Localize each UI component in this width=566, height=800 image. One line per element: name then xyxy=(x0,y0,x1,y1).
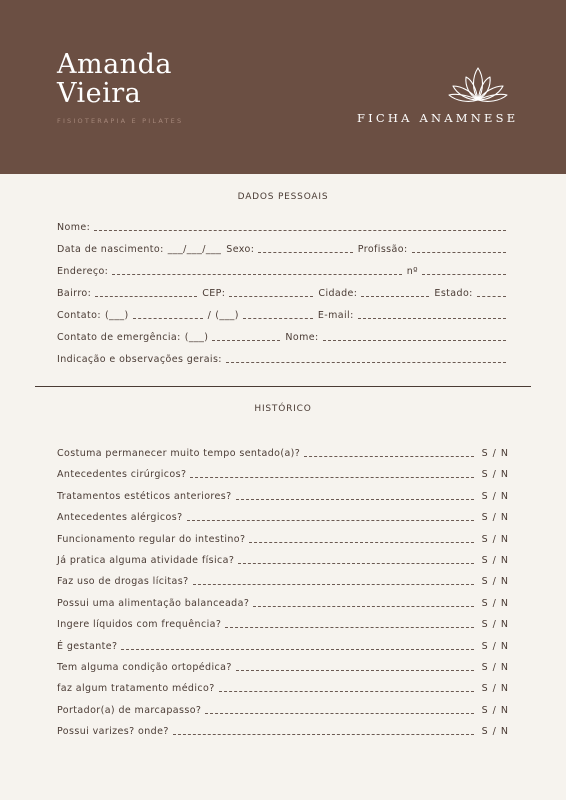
input-cep[interactable] xyxy=(229,289,313,297)
history-question-label: Tratamentos estéticos anteriores? xyxy=(57,490,232,502)
history-question-label: Costuma permanecer muito tempo sentado(a)? xyxy=(57,448,301,459)
history-question-row xyxy=(57,445,509,459)
input-indicacao[interactable] xyxy=(226,355,506,363)
field-row-bairro xyxy=(57,285,509,299)
history-question-row xyxy=(57,552,509,566)
label-nascimento: Data de nascimento: xyxy=(57,244,164,255)
history-answer-field[interactable] xyxy=(173,727,474,735)
input-bairro[interactable] xyxy=(95,289,197,297)
brand-name-last: Vieira xyxy=(57,78,142,109)
input-profissao[interactable] xyxy=(412,245,506,253)
brand-name-first: Amanda xyxy=(57,49,172,80)
input-nascimento[interactable]: ___/___/___ xyxy=(167,244,222,255)
history-question-row xyxy=(57,509,509,523)
history-yes-no-option[interactable]: S / N xyxy=(481,597,509,609)
input-email[interactable] xyxy=(358,311,506,319)
history-yes-no-option[interactable]: S / N xyxy=(481,704,509,716)
field-row-nascimento xyxy=(57,241,509,255)
input-sexo[interactable] xyxy=(258,245,352,253)
field-row-emergencia xyxy=(57,329,509,343)
label-numero: nº xyxy=(406,266,418,277)
history-question-row xyxy=(57,638,509,652)
field-row-indicacao xyxy=(57,351,509,365)
history-answer-field[interactable] xyxy=(193,577,474,585)
input-estado[interactable] xyxy=(477,289,506,297)
history-question-row xyxy=(57,466,509,480)
history-yes-no-option[interactable]: S / N xyxy=(481,469,509,481)
history-answer-field[interactable] xyxy=(190,470,473,478)
label-contato: Contato: xyxy=(57,310,101,321)
history-yes-no-option[interactable]: S / N xyxy=(481,726,509,738)
lotus-icon xyxy=(447,64,509,104)
history-question-label: faz algum tratamento médico? xyxy=(57,683,215,695)
history-question-label: Antecedentes alérgicos? xyxy=(57,512,183,524)
history-yes-no-option[interactable]: S / N xyxy=(481,512,509,524)
label-estado: Estado: xyxy=(434,288,473,299)
input-contato-ddd1[interactable]: (___) xyxy=(104,310,129,321)
history-question-label: Já pratica alguma atividade física? xyxy=(57,555,235,566)
input-emergencia-nome[interactable] xyxy=(323,333,506,341)
input-numero[interactable] xyxy=(422,267,506,275)
history-yes-no-option[interactable]: S / N xyxy=(481,662,509,673)
history-yes-no-option[interactable]: S / N xyxy=(481,490,509,502)
history-question-label: Possui varizes? onde? xyxy=(57,726,169,738)
field-row-contato xyxy=(57,307,509,321)
contato-separator: / xyxy=(207,310,212,321)
history-answer-field[interactable] xyxy=(225,620,473,628)
form-title: FICHA ANAMNESE xyxy=(357,111,519,125)
label-cep: CEP: xyxy=(202,288,226,299)
history-question-row xyxy=(57,702,509,716)
field-row-nome xyxy=(57,219,509,233)
history-answer-field[interactable] xyxy=(236,492,474,500)
label-email: E-mail: xyxy=(317,310,354,321)
history-answer-field[interactable] xyxy=(249,535,473,543)
label-indicacao: Indicação e observações gerais: xyxy=(57,354,222,365)
section-title-personal: DADOS PESSOAIS xyxy=(237,192,329,202)
history-question-row xyxy=(57,531,509,545)
history-yes-no-option[interactable]: S / N xyxy=(481,619,509,631)
section-title-history: HISTÓRICO xyxy=(254,404,312,414)
history-question-row xyxy=(57,573,509,587)
label-profissao: Profissão: xyxy=(357,244,408,255)
history-question-row xyxy=(57,723,509,737)
history-answer-field[interactable] xyxy=(238,556,473,564)
input-nome[interactable] xyxy=(94,223,506,231)
history-answer-field[interactable] xyxy=(219,684,474,692)
label-nome: Nome: xyxy=(57,222,91,233)
brand-tagline: FISIOTERAPIA E PILATES xyxy=(57,117,184,125)
label-sexo: Sexo: xyxy=(226,244,255,255)
history-answer-field[interactable] xyxy=(121,642,473,650)
input-emergencia-phone[interactable] xyxy=(212,333,280,341)
history-question-label: É gestante? xyxy=(57,640,118,652)
history-answer-field[interactable] xyxy=(304,449,473,457)
history-question-label: Portador(a) de marcapasso? xyxy=(57,704,202,716)
label-bairro: Bairro: xyxy=(57,288,92,299)
label-endereco: Endereço: xyxy=(57,266,109,277)
field-row-endereco xyxy=(57,263,509,277)
history-yes-no-option[interactable]: S / N xyxy=(481,533,509,545)
input-emergencia-ddd[interactable]: (___) xyxy=(184,332,209,343)
history-answer-field[interactable] xyxy=(253,599,473,607)
input-contato-phone1[interactable] xyxy=(133,311,203,319)
input-contato-ddd2[interactable]: (___) xyxy=(215,310,239,321)
history-question-row xyxy=(57,659,509,673)
input-contato-phone2[interactable] xyxy=(243,311,313,319)
history-question-label: Ingere líquidos com frequência? xyxy=(57,619,222,631)
input-endereco[interactable] xyxy=(112,267,401,275)
history-yes-no-option[interactable]: S / N xyxy=(481,555,509,566)
history-yes-no-option[interactable]: S / N xyxy=(481,448,509,459)
label-emergencia-nome: Nome: xyxy=(285,332,319,343)
history-yes-no-option[interactable]: S / N xyxy=(481,683,509,695)
history-question-label: Tem alguma condição ortopédica? xyxy=(57,662,232,673)
history-question-row xyxy=(57,680,509,694)
brand-name xyxy=(57,50,172,108)
history-question-row xyxy=(57,488,509,502)
label-emergencia: Contato de emergência: xyxy=(57,332,181,343)
history-yes-no-option[interactable]: S / N xyxy=(481,640,509,652)
history-question-label: Funcionamento regular do intestino? xyxy=(57,533,246,545)
label-cidade: Cidade: xyxy=(318,288,358,299)
history-question-row xyxy=(57,595,509,609)
history-question-row xyxy=(57,616,509,630)
history-question-label: Faz uso de drogas lícitas? xyxy=(57,576,189,588)
section-divider xyxy=(35,386,531,387)
history-answer-field[interactable] xyxy=(236,663,474,671)
history-answer-field[interactable] xyxy=(187,513,474,521)
history-answer-field[interactable] xyxy=(205,706,473,714)
history-yes-no-option[interactable]: S / N xyxy=(481,576,509,588)
history-question-label: Antecedentes cirúrgicos? xyxy=(57,469,187,481)
input-cidade[interactable] xyxy=(361,289,429,297)
history-question-label: Possui uma alimentação balanceada? xyxy=(57,597,250,609)
header-banner xyxy=(0,0,566,174)
